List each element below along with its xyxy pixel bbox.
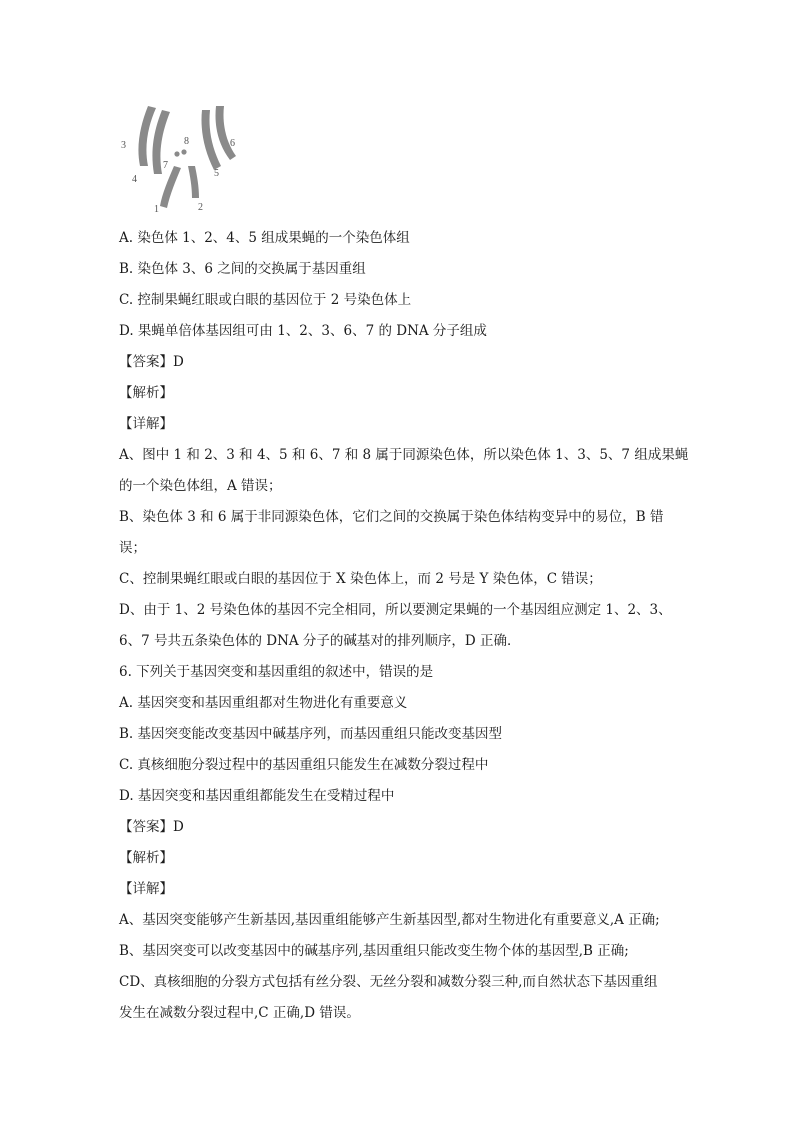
- q5-option-d: D. 果蝇单倍体基因组可由 1、2、3、6、7 的 DNA 分子组成: [119, 323, 487, 339]
- q6-analysis-heading: 【解析】: [119, 850, 173, 866]
- q6-option-c: C. 真核细胞分裂过程中的基因重组只能发生在减数分裂过程中: [119, 757, 489, 773]
- chromosome-figure: [118, 96, 248, 221]
- q6-stem: 6. 下列关于基因突变和基因重组的叙述中，错误的是: [119, 664, 434, 680]
- chromosome-diagram: [118, 96, 248, 221]
- q5-explanation-b-line2: 误；: [119, 540, 146, 556]
- q5-explanation-b-line1: B、染色体 3 和 6 属于非同源染色体，它们之间的交换属于染色体结构变异中的易位，B 错: [119, 509, 664, 525]
- figure-label: 3: [121, 140, 126, 151]
- q6-detail-heading: 【详解】: [119, 881, 173, 897]
- figure-label: 5: [214, 168, 219, 179]
- figure-label: 2: [198, 202, 203, 213]
- q6-explanation-a: A、基因突变能够产生新基因,基因重组能够产生新基因型,都对生物进化有重要意义,A 正确;: [119, 912, 660, 928]
- q5-explanation-a-line1: A、图中 1 和 2、3 和 4、5 和 6、7 和 8 属于同源染色体，所以染色体 1、3、5、7 组成果蝇: [119, 447, 689, 463]
- q5-option-b: B. 染色体 3、6 之间的交换属于基因重组: [119, 261, 366, 277]
- chromosome-2: [188, 166, 199, 198]
- q5-explanation-a-line2: 的一个染色体组，A 错误；: [119, 478, 282, 494]
- q5-detail-heading: 【详解】: [119, 416, 173, 432]
- q5-answer: 【答案】D: [119, 354, 184, 370]
- figure-label: 1: [154, 204, 159, 215]
- q5-explanation-c: C、控制果蝇红眼或白眼的基因位于 X 染色体上，而 2 号是 Y 染色体，C 错误；: [119, 571, 602, 587]
- figure-label: 4: [132, 174, 137, 185]
- q6-explanation-b: B、基因突变可以改变基因中的碱基序列,基因重组只能改变生物个体的基因型,B 正确;: [119, 943, 629, 959]
- q6-option-b: B. 基因突变能改变基因中碱基序列，而基因重组只能改变基因型: [119, 726, 503, 742]
- q5-explanation-d-line1: D、由于 1、2 号染色体的基因不完全相同，所以要测定果蝇的一个基因组应测定 1、2、3、: [119, 602, 672, 618]
- figure-label: 6: [230, 138, 235, 149]
- q6-explanation-cd-line1: CD、真核细胞的分裂方式包括有丝分裂、无丝分裂和减数分裂三种,而自然状态下基因重组: [119, 974, 658, 990]
- chromosome-8: [181, 149, 186, 154]
- figure-label: 7: [163, 160, 168, 171]
- q6-explanation-cd-line2: 发生在减数分裂过程中,C 正确,D 错误。: [119, 1005, 360, 1021]
- q6-option-a: A. 基因突变和基因重组都对生物进化有重要意义: [119, 695, 408, 711]
- chromosome-1: [160, 166, 181, 208]
- q6-option-d: D. 基因突变和基因重组都能发生在受精过程中: [119, 788, 395, 804]
- chromosome-7: [174, 151, 179, 156]
- q5-option-a: A. 染色体 1、2、4、5 组成果蝇的一个染色体组: [119, 230, 410, 246]
- q5-explanation-d-line2: 6、7 号共五条染色体的 DNA 分子的碱基对的排列顺序，D 正确．: [119, 633, 521, 649]
- q5-option-c: C. 控制果蝇红眼或白眼的基因位于 2 号染色体上: [119, 292, 412, 308]
- figure-label: 8: [184, 136, 189, 147]
- q6-answer: 【答案】D: [119, 819, 184, 835]
- chromosome-6: [216, 106, 236, 160]
- q5-analysis-heading: 【解析】: [119, 385, 173, 401]
